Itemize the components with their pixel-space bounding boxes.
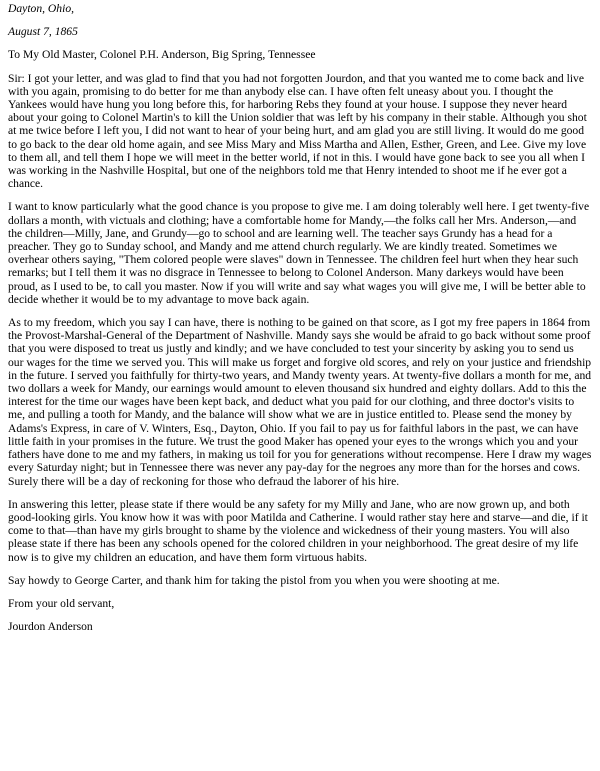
letter-signature: Jourdon Anderson <box>8 620 93 634</box>
letter-place: Dayton, Ohio, <box>8 2 75 15</box>
letter-paragraph-3: As to my freedom, which you say I can have, there is nothing to be gained on that score, as I got my free papers in 1864 from the Provost-Marshal-General of the Department of Nashville. Mandy says she would be afraid to go back without some proof that you were disposed to treat us justly and kindly; and we have concluded to test your sincerity by asking you to send us our wages for the time we served you. This will make us forget and forgive old scores, and rely on your justice and friendship in the future. I served you faithfully for thirty-two years, and Mandy twenty years. At twenty-five dollars a month for me, and two dollars a week for Mandy, our earnings would amount to eleven thousand six hundred and eighty dollars. Add to this the interest for the time our wages have been kept back, and deduct what you paid for our clothing, and three doctor's visits to me, and pulling a tooth for Mandy, and the balance will show what we are in justice entitled to. Please send the money by Adams's Express, in care of V. Winters, Esq., Dayton, Ohio. If you fail to pay us for faithful labors in the past, we can have little faith in your promises in the future. We trust the good Maker has opened your eyes to the wrongs which you and your fathers have done to me and my fathers, in making us toil for you for generations without recompense. Here I draw my wages every Saturday night; but in Tennessee there was never any pay-day for the negroes any more than for the horses and cows. Surely there will be a day of reckoning for those who defraud the laborer of his hire. <box>8 316 592 488</box>
letter-closing: From your old servant, <box>8 596 115 610</box>
letter-date: August 7, 1865 <box>8 25 78 39</box>
letter-paragraph-1: Sir: I got your letter, and was glad to find that you had not forgotten Jourdon, and that you wanted me to come back and live with you again, promising to do better for me than anybody else can. I have often felt uneasy about you. I thought the Yankees would have hung you long before this, for harboring Rebs they found at your house. I suppose they never heard about your going to Colonel Martin's to kill the Union soldier that was left by his company in their stable. Although you shot at me twice before I left you, I did not want to hear of your being hurt, and am glad you are still living. It would do me good to go back to the dear old home again, and see Miss Mary and Miss Martha and Allen, Esther, Green, and Lee. Give my love to them all, and tell them I hope we will meet in the better world, if not in this. I would have gone back to see you all when I was working in the Nashville Hospital, but one of the neighbors told me that Henry intended to shoot me if he ever got a chance. <box>8 71 587 191</box>
letter-paragraph-4: In answering this letter, please state if there would be any safety for my Milly and Jane, who are now grown up, and both good-looking girls. You know how it was with poor Matilda and Catherine. I would rather stay here and starve—and die, if it come to that—than have my girls brought to shame by the violence and wickedness of their young masters. You will also please state if there has been any schools opened for the colored children in your neighborhood. The great desire of my life now is to give my children an education, and have them form virtuous habits. <box>8 497 588 564</box>
letter-paragraph-5: Say howdy to George Carter, and thank him for taking the pistol from you when you were shooting at me. <box>8 573 500 587</box>
letter-addressee: To My Old Master, Colonel P.H. Anderson, Big Spring, Tennessee <box>8 48 316 62</box>
letter-paragraph-2: I want to know particularly what the good chance is you propose to give me. I am doing tolerably well here. I get twenty-five dollars a month, with victuals and clothing; have a comfortable home for Mandy,—the folks call her Mrs. Anderson,—and the children—Milly, Jane, and Grundy—go to school and are learning well. The teacher says Grundy has a head for a preacher. They go to Sunday school, and Mandy and me attend church regularly. We are kindly treated. Sometimes we overhear others saying, "Them colored people were slaves" down in Tennessee. The children feel hurt when they hear such remarks; but I tell them it was no disgrace in Tennessee to belong to Colonel Anderson. Many darkeys would have been proud, as I used to be, to call you master. Now if you will write and say what wages you will give me, I will be better able to decide whether it would be to my advantage to move back again. <box>8 200 590 306</box>
